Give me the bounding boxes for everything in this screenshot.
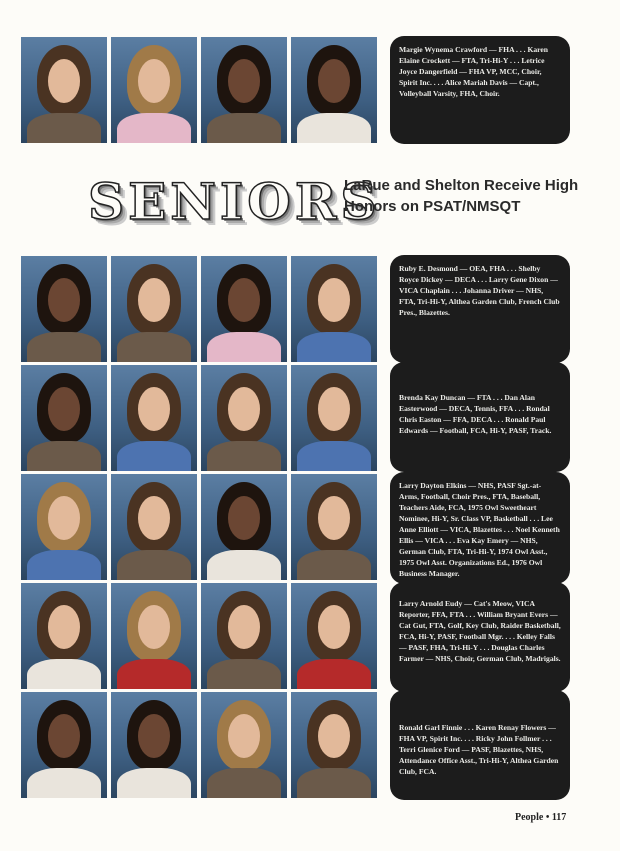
caption-box-row3: [390, 472, 570, 584]
portrait-photo: [111, 37, 197, 143]
caption-box-top: [390, 36, 570, 144]
portrait-photo: [201, 365, 287, 471]
portrait-photo: [201, 692, 287, 798]
portrait-photo: [291, 37, 377, 143]
headline: LaRue and Shelton Receive High Honors on PSAT/NMSQT: [344, 177, 579, 215]
portrait-photo: [111, 474, 197, 580]
portrait-photo: [21, 37, 107, 143]
portrait-photo: [291, 365, 377, 471]
page-number: People • 117: [515, 812, 567, 823]
portrait-photo: [21, 583, 107, 689]
caption-box-row1: [390, 255, 570, 363]
portrait-photo: [21, 692, 107, 798]
caption-text: Larry Arnold Eudy — Cat's Meow, VICA Reporter, FFA, FTA . . . William Bryant Evers — Cat Gut, FTA, Golf, Key Club, Raider Basketball, FCA, Hi-Y, PASF, Football Mgr. . . . Kelley Falls — PASF, FHA, Tri-Hi-Y . . . Douglas Charles Farmer — NHS, Choir, German Club, Madrigals.: [399, 599, 561, 663]
caption-text: Ruby E. Desmond — OEA, FHA . . . Shelby Royce Dickey — DECA . . . Larry Gene Dixon — VICA Chaplain . . . Johanna Driver — NHS, FTA, Tri-Hi-Y, Althea Garden Club, French Club Pres., Blazettes.: [399, 264, 560, 317]
portrait-photo: [201, 583, 287, 689]
caption-box-row2: [390, 362, 570, 472]
portrait-photo: [201, 474, 287, 580]
caption-box-row4: [390, 582, 570, 692]
caption-text: Ronald Garl Finnie . . . Karen Renay Flowers — FHA VP, Spirit Inc. . . . Ricky John Follmer . . . Terri Glenice Ford — PASF, Blazettes, NHS, Attendance Office Asst., Tri-Hi-Y, Althea Garden Club, FCA.: [399, 723, 559, 776]
portrait-photo: [21, 365, 107, 471]
caption-box-row5: [390, 690, 570, 800]
portrait-photo: [111, 583, 197, 689]
portrait-photo: [291, 474, 377, 580]
portrait-photo: [201, 256, 287, 362]
portrait-photo: [291, 256, 377, 362]
caption-text: Margie Wynema Crawford — FHA . . . Karen Elaine Crockett — FTA, Tri-Hi-Y . . . Letrice Joyce Dangerfield — FHA VP, MCC, Choir, Spirit Inc. . . . Alice Mariah Davis — Capt., Volleyball Varsity, FHA, Choir.: [399, 45, 548, 98]
portrait-photo: [21, 474, 107, 580]
page-title: SENIORS: [88, 172, 381, 231]
portrait-photo: [111, 256, 197, 362]
portrait-photo: [291, 583, 377, 689]
portrait-photo: [111, 365, 197, 471]
portrait-photo: [21, 256, 107, 362]
portrait-photo: [291, 692, 377, 798]
caption-text: Larry Dayton Elkins — NHS, PASF Sgt.-at-Arms, Football, Choir Pres., FTA, Baseball, Teachers Aide, FCA, 1975 Owl Sweetheart Nominee, Hi-Y, Sr. Class VP, Basketball . . . Lee Anne Elliott — VICA, Blazettes . . . Noel Kenneth Ellis — VICA . . . Eva Kay Emery — NHS, German Club, FTA, Tri-Hi-Y, 1974 Owl Asst., 1975 Owl Asst. Organizations Ed., 1976 Owl Business Manager.: [399, 481, 560, 578]
portrait-photo: [111, 692, 197, 798]
portrait-photo: [201, 37, 287, 143]
caption-text: Brenda Kay Duncan — FTA . . . Dan Alan Easterwood — DECA, Tennis, FFA . . . Rondal Chris Easton — FFA, DECA . . . Ronald Paul Edwards — Football, FCA, Hi-Y, PASF, Track.: [399, 393, 552, 435]
